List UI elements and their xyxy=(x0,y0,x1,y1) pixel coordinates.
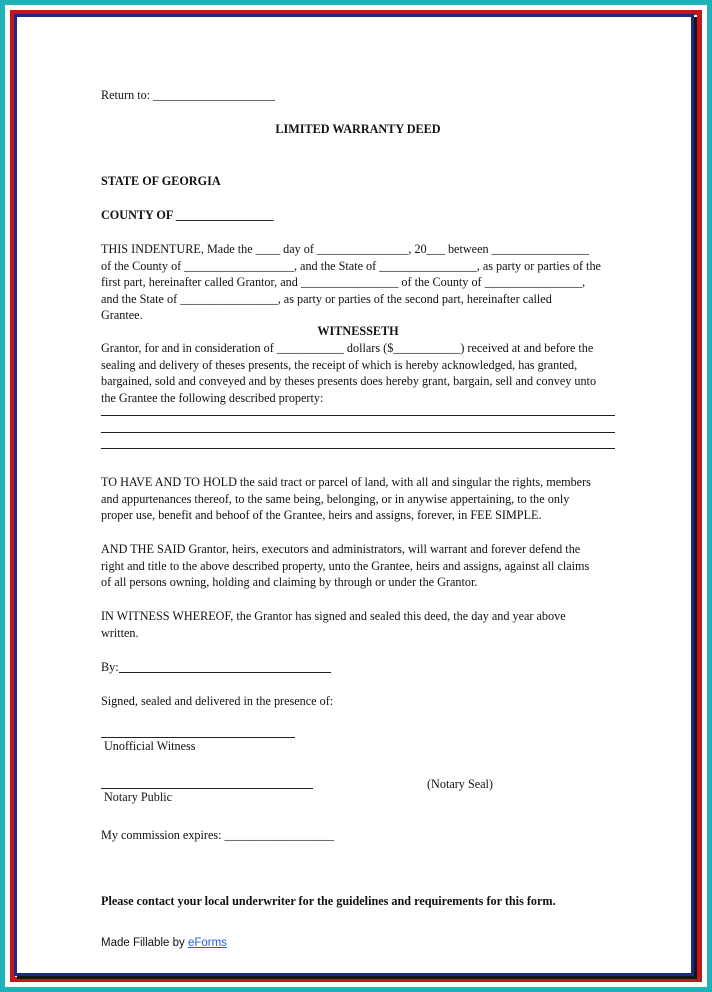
by-signature-row xyxy=(101,659,615,676)
commission-expires-line: My commission expires: __________________ xyxy=(101,828,335,842)
by-label: By: xyxy=(101,660,119,674)
made-fillable-prefix: Made Fillable by xyxy=(101,937,188,949)
witness-signature-line[interactable] xyxy=(101,721,295,738)
document-page xyxy=(14,14,694,976)
indenture-line: and the State of ________________, as party or parties of the second part, hereinafter called xyxy=(101,291,552,306)
and-the-said-line: right and title to the above described property, unto the Grantee, heirs and assigns, against all claims xyxy=(101,558,590,573)
indenture-line: of the County of __________________, and the State of ________________, as party or parties of the xyxy=(101,258,601,273)
consideration-line: bargained, sold and conveyed and by theses presents does hereby grant, bargain, sell and convey unto xyxy=(101,374,597,388)
unofficial-witness-label: Unofficial Witness xyxy=(104,739,196,753)
document-title: LIMITED WARRANTY DEED xyxy=(275,122,441,136)
consideration-line: Grantor, for and in consideration of ___________ dollars ($___________) received at and before the xyxy=(101,341,594,355)
consideration-line: the Grantee the following described property: xyxy=(101,390,324,405)
indenture-line: first part, hereinafter called Grantor, and ________________ of the County of ________________, xyxy=(101,275,586,289)
to-have-paragraph xyxy=(101,474,615,524)
to-have-line: TO HAVE AND TO HOLD the said tract or parcel of land, with all and singular the rights, members xyxy=(101,475,591,489)
to-have-line: proper use, benefit and behoof of the Grantee, heirs and assigns, forever, in FEE SIMPLE. xyxy=(101,508,542,522)
property-description-lines[interactable] xyxy=(101,415,615,465)
grantor-signature-line[interactable] xyxy=(119,672,331,673)
in-witness-paragraph xyxy=(101,608,615,641)
indenture-line: THIS INDENTURE, Made the ____ day of _______________, 20___ between ________________ xyxy=(101,242,590,256)
to-have-line: and appurtenances thereof, to the same being, belonging, or in anywise appertaining, to the only xyxy=(101,491,570,506)
witness-block xyxy=(101,721,615,755)
state-heading: STATE OF GEORGIA xyxy=(101,174,221,188)
in-witness-line: written. xyxy=(101,625,139,640)
signed-sealed-line: Signed, sealed and delivered in the presence of: xyxy=(101,694,334,708)
witnesseth-heading: WITNESSETH xyxy=(317,324,399,338)
underwriter-contact-note: Please contact your local underwriter for the guidelines and requirements for this form. xyxy=(101,894,556,908)
made-fillable-credit xyxy=(101,935,615,952)
consideration-paragraph xyxy=(101,340,615,406)
notary-block xyxy=(101,772,615,806)
notary-seal-label: (Notary Seal) xyxy=(427,777,493,791)
property-line[interactable] xyxy=(101,432,615,433)
property-line[interactable] xyxy=(101,415,615,416)
return-to-line: Return to: ____________________ xyxy=(101,88,276,102)
and-the-said-line: of all persons owning, holding and claiming by through or under the Grantor. xyxy=(101,575,478,589)
county-heading: COUNTY OF ________________ xyxy=(101,208,274,222)
in-witness-line: IN WITNESS WHEREOF, the Grantor has signed and sealed this deed, the day and year above xyxy=(101,609,566,623)
notary-signature-line[interactable] xyxy=(101,772,313,789)
eforms-link[interactable]: eForms xyxy=(187,937,227,949)
indenture-line: Grantee. xyxy=(101,308,143,322)
consideration-line: sealing and delivery of theses presents, the receipt of which is hereby acknowledged, has granted, xyxy=(101,357,578,372)
notary-public-label: Notary Public xyxy=(104,790,173,804)
and-the-said-paragraph xyxy=(101,541,615,591)
property-line[interactable] xyxy=(101,448,615,449)
and-the-said-line: AND THE SAID Grantor, heirs, executors and administrators, will warrant and forever defend the xyxy=(101,542,581,556)
indenture-paragraph xyxy=(101,241,615,324)
